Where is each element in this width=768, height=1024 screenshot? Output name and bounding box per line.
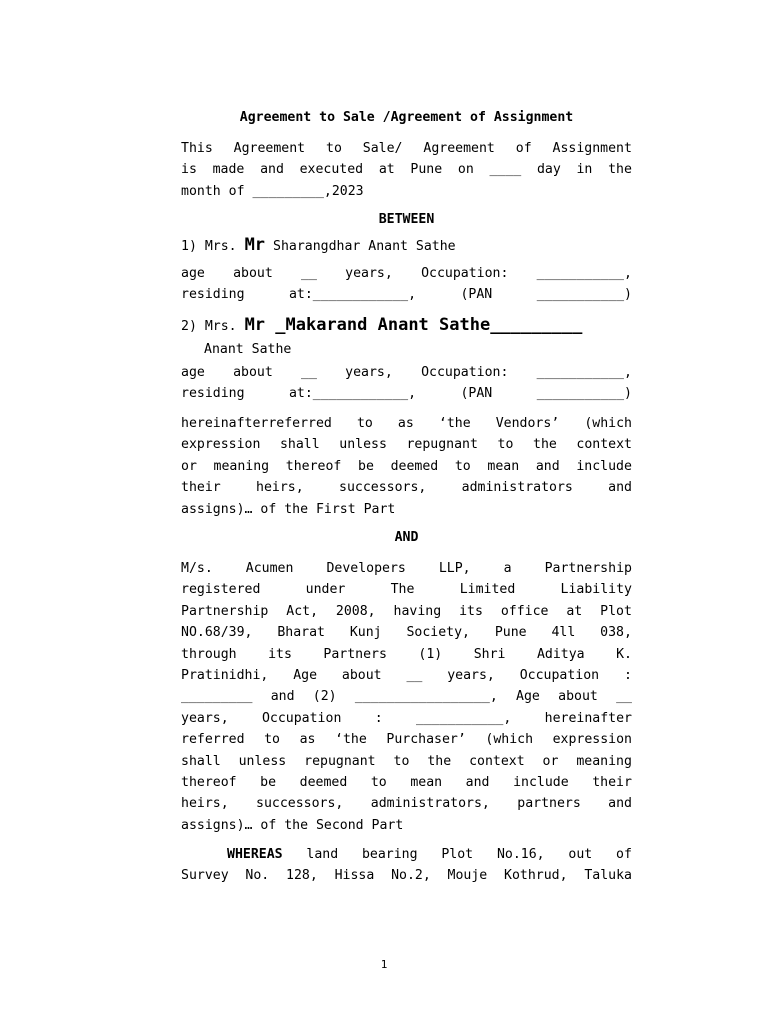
word: heirs, [181, 796, 229, 812]
vendors-line [181, 413, 632, 434]
word: bearing [361, 847, 418, 862]
word: Developers [326, 561, 406, 576]
party2-detail-line [181, 362, 632, 383]
purchaser-line [181, 644, 632, 665]
party1-detail-line [181, 284, 632, 305]
word: about [341, 668, 382, 684]
vendors-line: assigns)… of the First Part [181, 501, 396, 517]
word: and [608, 480, 632, 496]
word: Occupation [519, 668, 600, 684]
whereas-line [181, 844, 632, 865]
word: its [459, 603, 483, 619]
word: Partnership [181, 603, 269, 619]
word: Hissa [334, 868, 375, 884]
word: Mouje [447, 868, 488, 884]
vendors-paragraph [181, 413, 632, 520]
word: the [608, 162, 632, 178]
word: This [181, 141, 213, 156]
purchaser-line: assigns)… of the Second Part [181, 817, 404, 833]
party1-name-line [181, 235, 456, 255]
word: Bharat [277, 625, 325, 641]
word: to [264, 732, 280, 748]
word: __ [406, 668, 423, 684]
word: ___________) [536, 386, 632, 402]
word: age [181, 266, 205, 281]
word: of [515, 141, 532, 156]
word: meaning [213, 458, 270, 474]
word: ___________, [536, 266, 632, 281]
word: meaning [576, 753, 632, 769]
word: expression [181, 437, 261, 453]
word: made [212, 162, 245, 178]
purchaser-line [181, 729, 632, 750]
word: (which [485, 732, 534, 748]
word: (2) [312, 689, 337, 705]
word: 038, [600, 625, 632, 641]
word: Acumen [245, 561, 294, 576]
word: years, [345, 365, 393, 380]
word: to [326, 141, 342, 156]
word: to [454, 458, 471, 474]
word: and [270, 689, 295, 705]
word: Agreement [423, 141, 495, 156]
word: about [233, 266, 273, 281]
word: Age [293, 668, 318, 684]
word: (which [584, 416, 632, 431]
word: ___________, [416, 710, 512, 726]
word: Partners [323, 646, 387, 662]
word: in [576, 162, 593, 178]
word: No.2, [391, 868, 431, 884]
word: a [503, 561, 512, 576]
word: land [306, 847, 339, 862]
word: at:____________, [288, 287, 417, 303]
purchaser-line [181, 665, 632, 686]
party1-prefix: Mrs. [204, 239, 237, 254]
word: Act, [286, 603, 319, 619]
word: Assignment [552, 141, 632, 156]
word: years, [447, 668, 495, 684]
word: Sale/ [362, 141, 403, 156]
word: administrators [461, 480, 573, 496]
word: : [623, 668, 632, 684]
word: Pune [494, 625, 527, 641]
purchaser-line [181, 601, 632, 622]
word: heirs, [256, 480, 304, 496]
word: 2008, [335, 603, 376, 619]
word: repugnant [406, 437, 478, 453]
word: Age [516, 689, 540, 705]
word: administrators, [370, 796, 490, 812]
word: Liability [560, 582, 632, 598]
vendors-line [181, 434, 632, 455]
word: or [542, 753, 559, 769]
vendors-line [181, 477, 632, 498]
word: : [374, 710, 383, 726]
word: include [513, 775, 569, 791]
word: Kothrud, [504, 868, 568, 884]
page-number: 1 [380, 958, 388, 971]
word: K. [616, 646, 632, 662]
word: shall [279, 437, 320, 453]
word: to [393, 753, 410, 769]
word: is [181, 162, 197, 178]
word: 4ll [551, 625, 576, 641]
word: thereof [285, 458, 342, 474]
word: ‘the [438, 416, 471, 431]
word: residing [181, 287, 245, 303]
word: _________________, [354, 689, 498, 705]
word: mean [410, 775, 443, 791]
party1-detail-line [181, 263, 632, 284]
word: Pune [410, 162, 443, 178]
purchaser-line [181, 708, 632, 729]
party1-name: Sharangdhar Anant Sathe [273, 239, 456, 254]
word: Aditya [536, 646, 585, 662]
word: and [535, 458, 560, 474]
whereas-paragraph [181, 844, 632, 887]
word: and [608, 796, 632, 812]
word: ___________, [536, 365, 632, 380]
word: No. [245, 868, 270, 884]
word: (PAN [460, 386, 493, 402]
word: registered [181, 582, 261, 598]
word: at [566, 603, 583, 619]
word: Occupation [261, 710, 342, 726]
word: ____ [489, 162, 522, 178]
word: age [181, 365, 205, 380]
word: Taluka [584, 868, 632, 884]
word: years, [345, 266, 393, 281]
word: Limited [459, 582, 516, 598]
word: as [299, 732, 316, 748]
word: Plot [441, 847, 474, 862]
word: having [393, 603, 442, 619]
word: on [457, 162, 474, 178]
word: through [181, 646, 237, 662]
word: Shri [473, 646, 506, 662]
word: about [558, 689, 598, 705]
purchaser-line [181, 579, 632, 600]
word: Partnership [544, 561, 632, 576]
word: the [427, 753, 452, 769]
word: referred [181, 732, 245, 748]
word: under [305, 582, 346, 598]
party1-number: 1) [181, 239, 197, 254]
word: The [390, 582, 415, 598]
intro-paragraph [181, 138, 632, 202]
word: Occupation: [421, 266, 509, 281]
word: to [370, 775, 387, 791]
word: context [469, 753, 525, 769]
between-heading: BETWEEN [378, 212, 435, 227]
word: at:____________, [288, 386, 417, 402]
word: __ [301, 266, 317, 281]
word: thereof [181, 775, 237, 791]
word: ___________) [536, 287, 632, 303]
word: residing [181, 386, 245, 402]
purchaser-line [181, 772, 632, 793]
word: unless [238, 753, 287, 769]
word: ‘the [335, 732, 367, 748]
word: day [536, 162, 561, 178]
document-title: Agreement to Sale /Agreement of Assignment [239, 110, 574, 125]
word: about [233, 365, 273, 380]
word: or [181, 458, 197, 474]
word: Occupation: [421, 365, 509, 380]
word: Pratinidhi, [181, 668, 269, 684]
word: include [576, 458, 632, 474]
word: hereinafterreferred [181, 416, 332, 431]
word: 128, [286, 868, 318, 884]
word: Kunj [349, 625, 382, 641]
word: No.16, [496, 847, 545, 862]
word: Survey [181, 868, 229, 884]
purchaser-line [181, 558, 632, 579]
purchaser-line [181, 793, 632, 814]
word: be [260, 775, 277, 791]
intro-line: month of _________,2023 [181, 183, 364, 199]
word: deemed [390, 458, 439, 474]
party2-detail-line [181, 383, 632, 404]
word: of [616, 847, 632, 862]
party2-details [181, 362, 632, 405]
word: mean [487, 458, 520, 474]
word: at [378, 162, 395, 178]
word: expression [552, 732, 632, 748]
party1-details [181, 263, 632, 306]
word: __ [616, 689, 632, 705]
word: __ [301, 365, 317, 380]
word: partners [517, 796, 581, 812]
vendors-line [181, 456, 632, 477]
word: repugnant [304, 753, 376, 769]
word: Society, [406, 625, 470, 641]
word: Plot [600, 603, 632, 619]
word: be [358, 458, 374, 474]
word: and [260, 162, 284, 178]
purchaser-line [181, 751, 632, 772]
word: successors, [256, 796, 344, 812]
party2-number: 2) [181, 319, 197, 334]
word: (1) [418, 646, 443, 662]
word: _________ [181, 689, 253, 705]
word: deemed [299, 775, 348, 791]
purchaser-line [181, 686, 632, 707]
word: and [465, 775, 490, 791]
word: to [356, 416, 373, 431]
word: unless [339, 437, 387, 453]
word: out [568, 847, 593, 862]
word: office [500, 603, 549, 619]
word: shall [181, 753, 221, 769]
party2-name-line [181, 315, 632, 335]
word: M/s. [181, 561, 213, 576]
party2-name-bold: Mr _Makarand Anant Sathe_________ [244, 315, 583, 335]
whereas-keyword: WHEREAS [227, 847, 283, 862]
intro-line [181, 138, 632, 159]
whereas-line [181, 865, 632, 886]
word: the [533, 437, 557, 453]
word: Vendors’ [495, 416, 560, 431]
word: hereinafter [544, 710, 632, 726]
word: their [181, 480, 221, 496]
purchaser-line [181, 622, 632, 643]
and-heading: AND [394, 530, 419, 545]
word: context [576, 437, 632, 453]
word: years, [181, 710, 229, 726]
word: their [592, 775, 632, 791]
party2-prefix: Mrs. [204, 319, 237, 334]
party1-honorific: Mr [244, 235, 266, 255]
word: successors, [339, 480, 427, 496]
purchaser-paragraph [181, 558, 632, 836]
word: LLP, [438, 561, 471, 576]
word: to [497, 437, 514, 453]
word: as [397, 416, 414, 431]
word: Purchaser’ [386, 732, 466, 748]
word: executed [299, 162, 364, 178]
word: Agreement [233, 141, 306, 156]
word: (PAN [460, 287, 493, 303]
word: NO.68/39, [181, 625, 253, 641]
party2-name-continued: Anant Sathe [204, 342, 292, 357]
word: its [268, 646, 292, 662]
intro-line [181, 159, 632, 180]
